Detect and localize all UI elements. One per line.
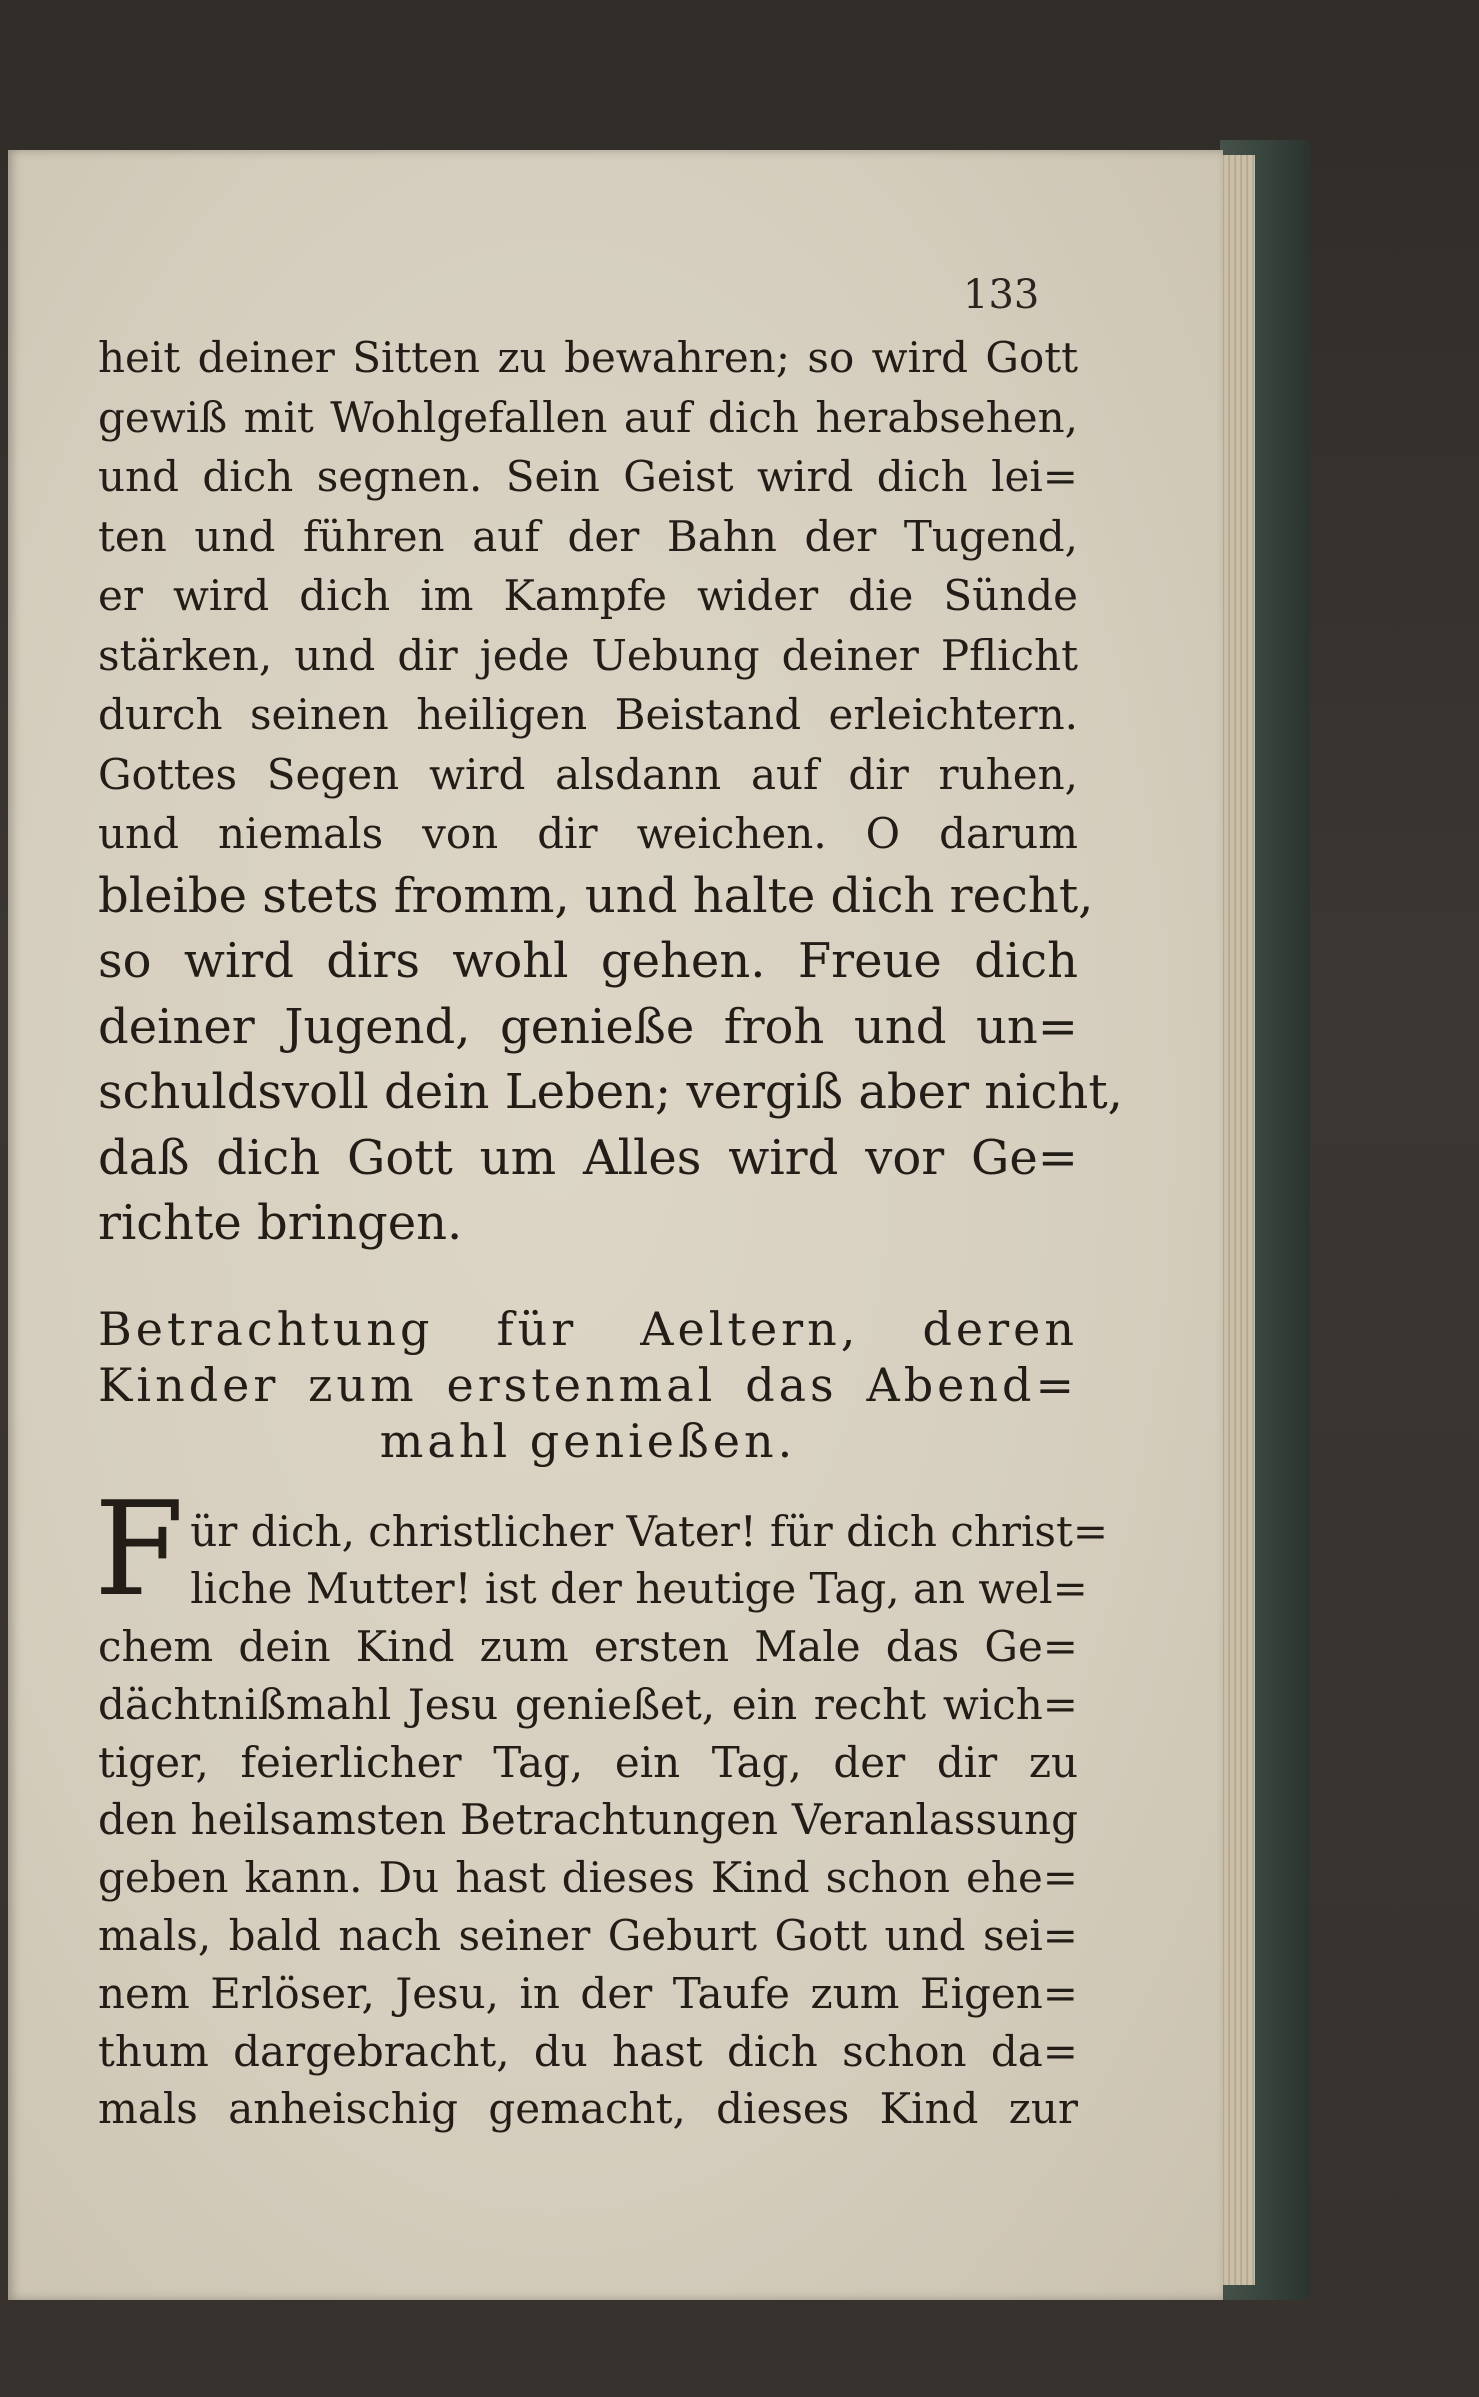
heading-line: mahl genießen. bbox=[379, 1413, 797, 1468]
page-text bbox=[94, 328, 1123, 2138]
text-line: tiger, feierlicher Tag, ein Tag, der dir zu bbox=[98, 1737, 1078, 1787]
text-line: schuldsvoll dein Leben; vergiß aber nicht, bbox=[98, 1064, 1123, 1120]
text-line: ür dich, christlicher Vater! für dich christ= bbox=[190, 1506, 1109, 1556]
text-line: deiner Jugend, genieße froh und un= bbox=[98, 998, 1078, 1055]
text-line: chem dein Kind zum ersten Male das Ge= bbox=[98, 1622, 1078, 1672]
section-heading bbox=[98, 1301, 1078, 1469]
text-line: durch seinen heiligen Beistand erleichtern. bbox=[98, 690, 1078, 739]
text-line: mals anheischig gemacht, dieses Kind zur bbox=[98, 2084, 1078, 2134]
page-number: 133 bbox=[963, 272, 1040, 318]
heading-line: Betrachtung für Aeltern, deren bbox=[98, 1301, 1078, 1356]
text-line: mals, bald nach seiner Geburt Gott und sei= bbox=[98, 1911, 1078, 1961]
paragraph-3 bbox=[94, 1472, 1109, 2139]
drop-cap: F bbox=[94, 1472, 185, 1625]
heading-line: Kinder zum erstenmal das Abend= bbox=[98, 1357, 1078, 1412]
text-line: thum dargebracht, du hast dich schon da= bbox=[98, 2026, 1078, 2076]
text-line: den heilsamsten Betrachtungen Veranlassung bbox=[98, 1795, 1078, 1845]
text-line: er wird dich im Kampfe wider die Sünde bbox=[98, 571, 1078, 620]
text-line: richte bringen. bbox=[98, 1195, 463, 1251]
text-line: stärken, und dir jede Uebung deiner Pflicht bbox=[98, 630, 1078, 680]
paragraph-1 bbox=[98, 328, 1078, 864]
text-line: daß dich Gott um Alles wird vor Ge= bbox=[98, 1129, 1078, 1186]
text-line: gewiß mit Wohlgefallen auf dich herabsehen, bbox=[98, 392, 1078, 442]
text-line: und dich segnen. Sein Geist wird dich lei= bbox=[98, 452, 1078, 501]
paragraph-2-large-type bbox=[98, 864, 1123, 1257]
text-line: bleibe stets fromm, und halte dich recht, bbox=[98, 867, 1094, 924]
book-page bbox=[8, 150, 1223, 2300]
text-line: heit deiner Sitten zu bewahren; so wird Gott bbox=[98, 333, 1078, 382]
text-line: dächtnißmahl Jesu genießet, ein recht wich= bbox=[98, 1679, 1078, 1729]
text-line: so wird dirs wohl gehen. Freue dich bbox=[98, 933, 1078, 989]
text-line: Gottes Segen wird alsdann auf dir ruhen, bbox=[98, 749, 1078, 799]
text-line: nem Erlöser, Jesu, in der Taufe zum Eigen= bbox=[98, 1968, 1078, 2018]
text-line: liche Mutter! ist der heutige Tag, an wel= bbox=[190, 1564, 1088, 1614]
text-line: ten und führen auf der Bahn der Tugend, bbox=[98, 511, 1078, 561]
text-line: geben kann. Du hast dieses Kind schon ehe= bbox=[98, 1853, 1078, 1903]
text-line: und niemals von dir weichen. O darum bbox=[98, 809, 1078, 858]
